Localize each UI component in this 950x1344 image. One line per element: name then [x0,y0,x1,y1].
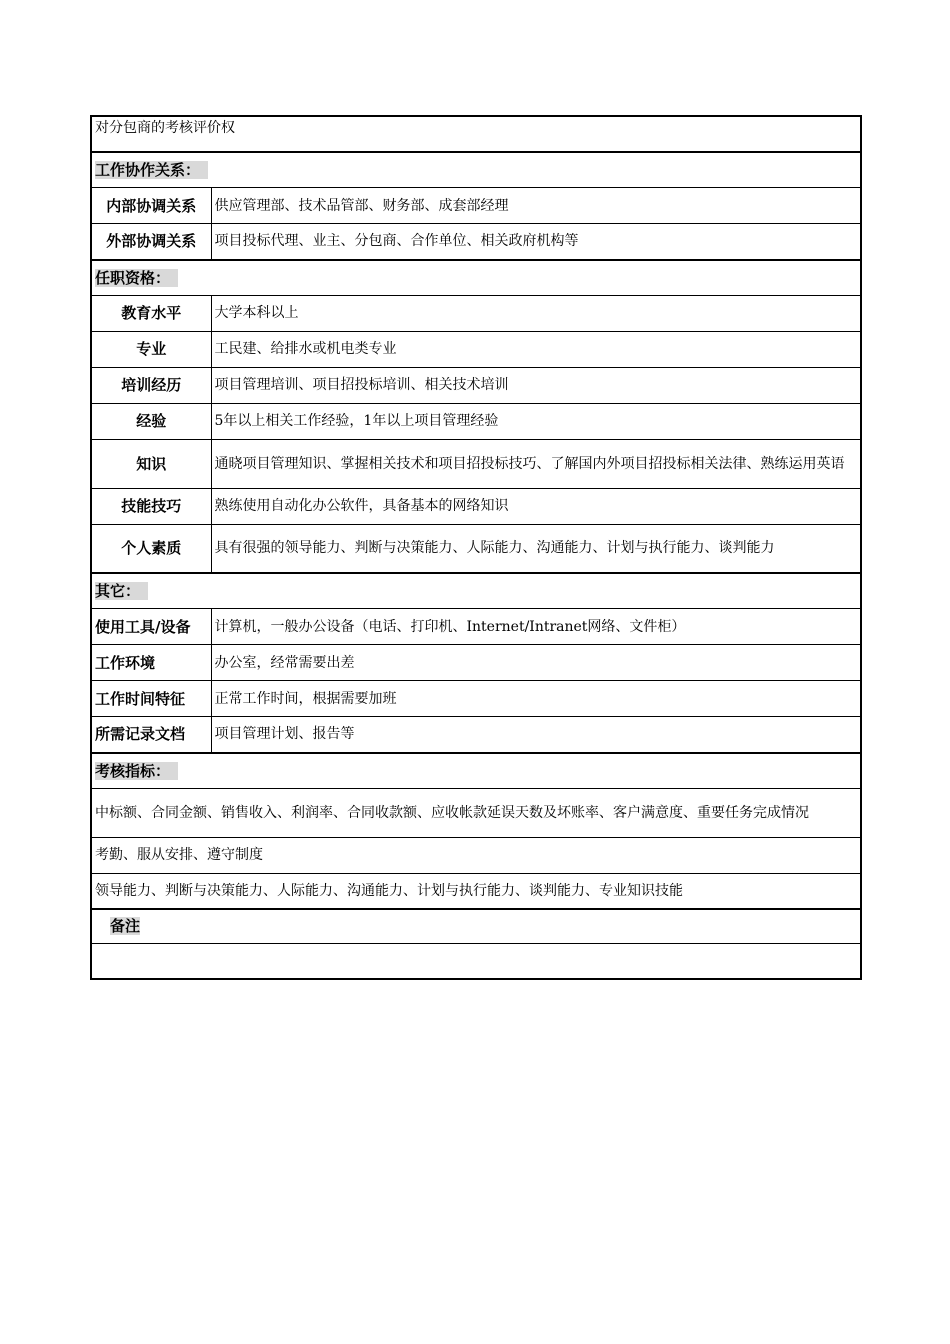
assessment-item: 中标额、合同金额、销售收入、利润率、合同收款额、应收帐款延误天数及坏账率、客户满意度、重要任务完成情况 [91,788,861,837]
row-value: 工民建、给排水或机电类专业 [211,331,861,367]
row-value: 项目管理计划、报告等 [211,717,861,753]
row-value: 正常工作时间，根据需要加班 [211,681,861,717]
job-description-sheet [90,115,860,980]
row-value: 办公室，经常需要出差 [211,645,861,681]
qualification-row [91,439,861,488]
section-row-assessment [91,753,861,789]
qualification-row [91,295,861,331]
row-value: 具有很强的领导能力、判断与决策能力、人际能力、沟通能力、计划与执行能力、谈判能力 [211,524,861,573]
section-row-cooperation [91,152,861,188]
row-label: 内部协调关系 [91,188,211,224]
section-title-cooperation: 工作协作关系： [95,161,208,179]
row-value: 熟练使用自动化办公软件，具备基本的网络知识 [211,488,861,524]
row-label: 教育水平 [91,295,211,331]
row-value: 项目管理培训、项目招投标培训、相关技术培训 [211,367,861,403]
qualification-row [91,524,861,573]
assessment-item: 考勤、服从安排、遵守制度 [91,837,861,873]
other-row [91,681,861,717]
cooperation-row [91,224,861,260]
assessment-row [91,788,861,837]
other-row [91,645,861,681]
notes-value [91,943,861,979]
notes-value-row [91,943,861,979]
qualification-row [91,403,861,439]
row-label: 工作环境 [91,645,211,681]
row-label: 个人素质 [91,524,211,573]
qualification-row [91,488,861,524]
cooperation-row [91,188,861,224]
assessment-row [91,837,861,873]
row-label: 所需记录文档 [91,717,211,753]
other-row [91,717,861,753]
section-title-assessment: 考核指标： [95,762,178,780]
assessment-row [91,873,861,909]
section-row-other [91,573,861,609]
row-label: 外部协调关系 [91,224,211,260]
row-label: 工作时间特征 [91,681,211,717]
row-label: 培训经历 [91,367,211,403]
row-value: 大学本科以上 [211,295,861,331]
top-text-row [91,116,861,152]
row-label: 使用工具/设备 [91,609,211,645]
top-text: 对分包商的考核评价权 [91,116,861,152]
row-value: 项目投标代理、业主、分包商、合作单位、相关政府机构等 [211,224,861,260]
row-value: 供应管理部、技术品管部、财务部、成套部经理 [211,188,861,224]
job-description-table [90,115,862,980]
notes-label: 备注 [110,917,141,936]
row-value: 通晓项目管理知识、掌握相关技术和项目招投标技巧、了解国内外项目招投标相关法律、熟练运用英语 [211,439,861,488]
row-label: 专业 [91,331,211,367]
other-row [91,609,861,645]
row-value: 5年以上相关工作经验，1年以上项目管理经验 [211,403,861,439]
row-label: 经验 [91,403,211,439]
qualification-row [91,367,861,403]
section-title-qualification: 任职资格： [95,269,178,287]
section-title-other: 其它： [95,582,148,600]
notes-label-row [91,909,861,943]
assessment-item: 领导能力、判断与决策能力、人际能力、沟通能力、计划与执行能力、谈判能力、专业知识技能 [91,873,861,909]
row-label: 知识 [91,439,211,488]
row-value: 计算机，一般办公设备（电话、打印机、Internet/Intranet网络、文件柜） [211,609,861,645]
row-label: 技能技巧 [91,488,211,524]
qualification-row [91,331,861,367]
section-row-qualification [91,260,861,296]
